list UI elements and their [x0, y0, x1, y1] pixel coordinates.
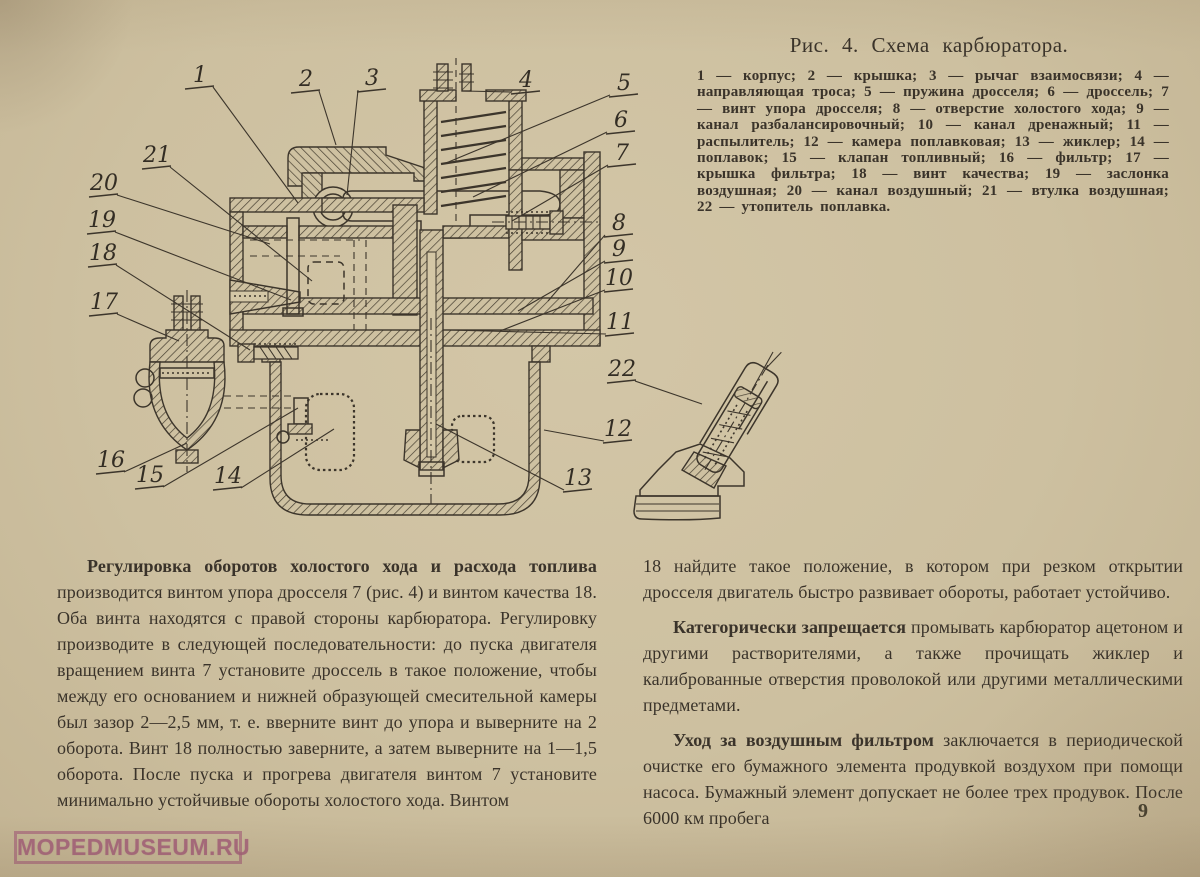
body-right-column [643, 553, 1183, 831]
callout-number-2: 2 [299, 67, 313, 92]
callout-number-3: 3 [365, 66, 379, 91]
callout-number-16: 16 [97, 448, 125, 473]
callout-number-7: 7 [615, 141, 629, 166]
callout-number-15: 15 [136, 463, 164, 488]
body-left-column [57, 553, 597, 813]
jet [404, 430, 420, 468]
tower-wall-left [424, 96, 437, 214]
body-left-wall [230, 212, 243, 340]
cable-guide [462, 64, 471, 91]
paragraph-prohibition: Категорически запрещается промывать карбюратор ацетоном и другими растворителями, а также прочищать жиклер и калиброванные отверстия проволокой или другими металлическими предметами. [643, 617, 1183, 715]
callout-leader-2 [319, 91, 336, 145]
paragraph-continuation: 18 найдите такое положение, в котором при резком открытии дросселя двигатель быстро развивает обороты, работает устойчиво. [643, 556, 1183, 602]
figure-legend: 1 — корпус; 2 — крышка; 3 — рычаг взаимосвязи; 4 — направляющая троса; 5 — пружина дросселя; 6 — дроссель; 7 — винт упора дросселя; 8 — отверстие холостого хода; 9 — канал разбалансировочный; 10 — канал дренажный; 11 — распылитель; 12 — камера поплавковая; 13 — жиклер; 14 — поплавок; 15 — клапан топливный; 16 — фильтр; 17 — крышка фильтра; 18 — винт качества; 19 — заслонка воздушная; 20 — канал воздушный; 21 — втулка воздушная; 22 — утопитель поплавка. [697, 68, 1169, 216]
callout-leader-22 [635, 381, 702, 404]
callout-leader-14 [241, 429, 334, 488]
callout-number-17: 17 [90, 290, 118, 315]
fuel-filter-side-view [134, 290, 225, 472]
throttle-spring [441, 112, 506, 206]
body-right-wall [584, 152, 600, 345]
watermark-stamp: MOPEDMUSEUM.RU [14, 831, 242, 864]
air-channels [250, 240, 370, 330]
callout-number-13: 13 [564, 466, 592, 491]
callout-number-21: 21 [143, 143, 171, 168]
float-tickler-detail [634, 340, 793, 519]
callout-number-12: 12 [604, 417, 632, 442]
paragraph-air-filter: Уход за воздушным фильтром заключается в периодической очистке его бумажного элемента продувкой воздухом при помощи насоса. Бумажный элемент допускает не более трех продувок. После 6000 км пробега [643, 730, 1183, 828]
callout-leader-12 [544, 430, 604, 441]
callout-number-1: 1 [193, 63, 207, 88]
callout-leader-1 [213, 87, 298, 203]
callout-number-5: 5 [617, 71, 631, 96]
callout-number-8: 8 [612, 211, 626, 236]
paragraph-regulation: Регулировка оборотов холостого хода и расхода топлива производится винтом упора дросселя 7 (рис. 4) и винтом качества 18. Оба винта находятся с правой стороны карбюратора. Регулировку производите в следующей последовательности: до пуска двигателя вращением винта 7 установите дроссель в такое положение, чтобы между его основанием и нижней образующей смесительной камеры был зазор 2—2,5 мм, т. е. вверните винт до упора и выверните на 2 оборота. Винт 18 полностью заверните, а затем выверните на 1—1,5 оборота. После пуска и прогрева двигателя винтом 7 установите минимально устойчивые обороты холостого хода. Винтом [57, 556, 597, 810]
callout-number-9: 9 [612, 237, 626, 262]
callout-number-20: 20 [90, 171, 118, 196]
figure-caption-title: Рис. 4. Схема карбюратора. [789, 33, 1069, 57]
callout-leader-17 [117, 314, 179, 341]
tower-wall-right [509, 96, 522, 170]
cable-adjuster [437, 64, 448, 91]
carburetor-cross-section [224, 58, 600, 515]
callout-number-14: 14 [214, 464, 242, 489]
callout-number-6: 6 [614, 108, 628, 133]
callout-number-18: 18 [89, 241, 117, 266]
callout-leader-3 [347, 90, 358, 195]
page-number: 9 [1138, 800, 1148, 822]
callout-number-19: 19 [88, 208, 116, 233]
quality-screw [238, 344, 298, 362]
callout-number-4: 4 [519, 68, 533, 93]
callout-number-11: 11 [606, 310, 634, 335]
callout-number-10: 10 [605, 266, 633, 291]
callout-number-22: 22 [608, 357, 636, 382]
